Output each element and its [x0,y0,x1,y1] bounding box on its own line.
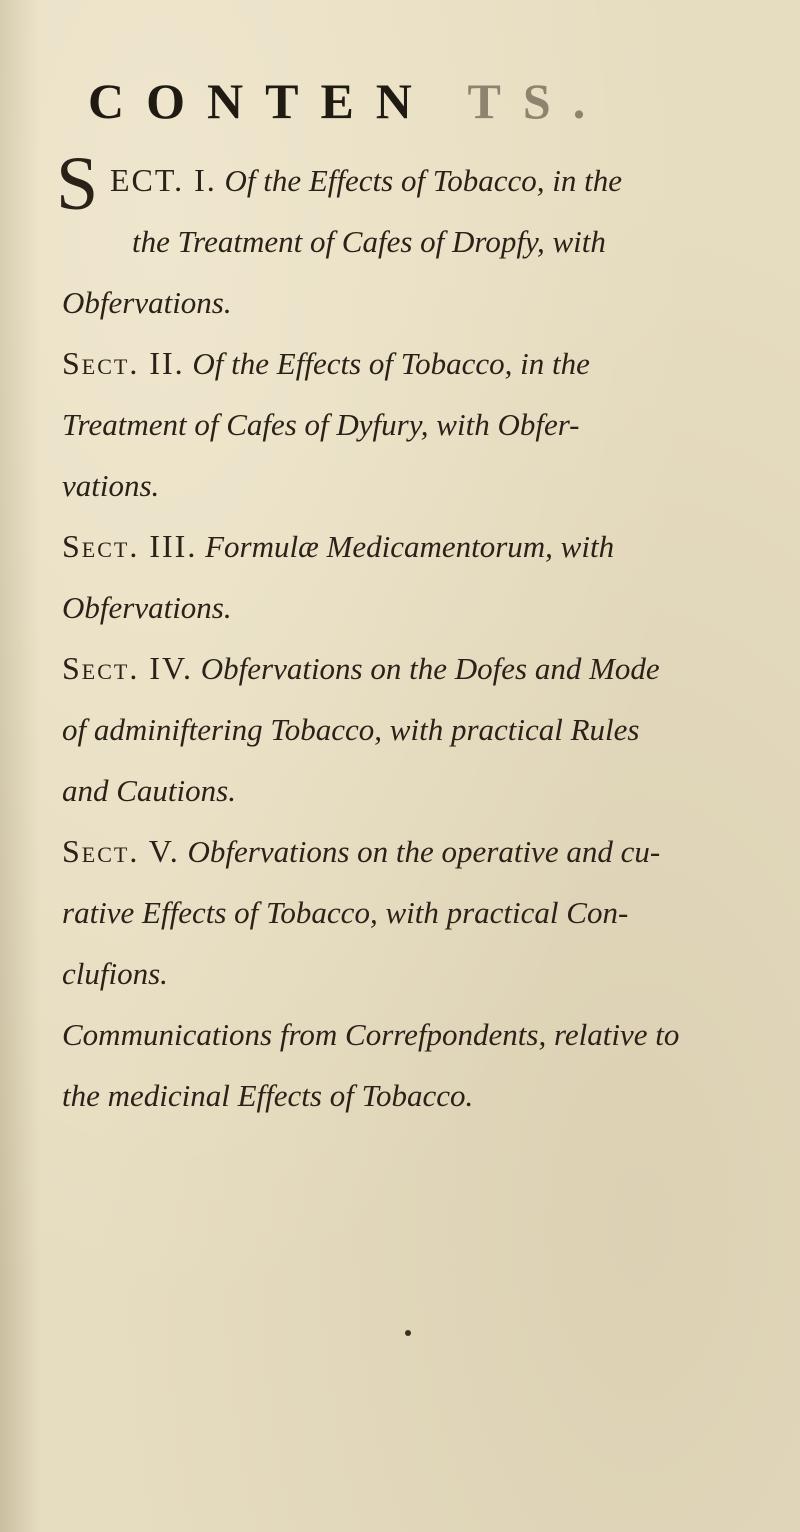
entry-line [62,821,752,882]
contents-entry-communications [62,1004,752,1126]
entry-line [62,516,752,577]
entry-title-line: Of the Effects of Tobacco, in the [224,163,622,198]
section-label: Sect. V. [62,833,180,869]
drop-cap: S [56,142,99,226]
entry-title-line: the Treatment of Cafes of Dropfy, with [132,224,606,259]
entry-title-line: clufions. [62,956,168,991]
entry-line [62,333,752,394]
entry-title-line: Obfervations. [62,590,232,625]
entry-title-line: Formulæ Medicamentorum, with [205,529,615,564]
contents-entry-sect-1 [56,142,752,333]
entry-title-line: and Cautions. [62,773,236,808]
entry-title-line: Obfervations on the operative and cu- [187,834,661,869]
entry-title-line: vations. [62,468,160,503]
contents-entry-sect-2 [62,333,752,516]
entry-title-line: rative Effects of Tobacco, with practical Con- [62,895,629,930]
entry-title-line: Obfervations on the Dofes and Mode [200,651,660,686]
contents-entry-sect-4 [62,638,752,821]
entry-line [62,638,752,699]
ink-mark [405,1330,411,1336]
entry-title-line: Obfervations. [62,285,232,320]
section-label: Sect. III. [62,528,198,564]
contents-list [0,142,800,1126]
heading-faded: TS. [467,73,608,129]
entry-title-line: Treatment of Cafes of Dyfury, with Obfer- [62,407,580,442]
heading-main: CONTEN [88,73,434,129]
contents-heading [88,72,688,130]
entry-title-line: of adminiftering Tobacco, with practical Rules [62,712,640,747]
entry-title-line: the medicinal Effects of Tobacco. [62,1078,474,1113]
entry-title-line: Communications from Correfpondents, relative to [62,1017,680,1052]
entry-title-line: Of the Effects of Tobacco, in the [192,346,590,381]
section-label: Sect. II. [62,345,185,381]
contents-entry-sect-5 [62,821,752,1004]
section-label: ECT. I. [110,162,217,198]
contents-entry-sect-3 [62,516,752,638]
section-label: Sect. IV. [62,650,193,686]
entry-line [62,150,752,211]
